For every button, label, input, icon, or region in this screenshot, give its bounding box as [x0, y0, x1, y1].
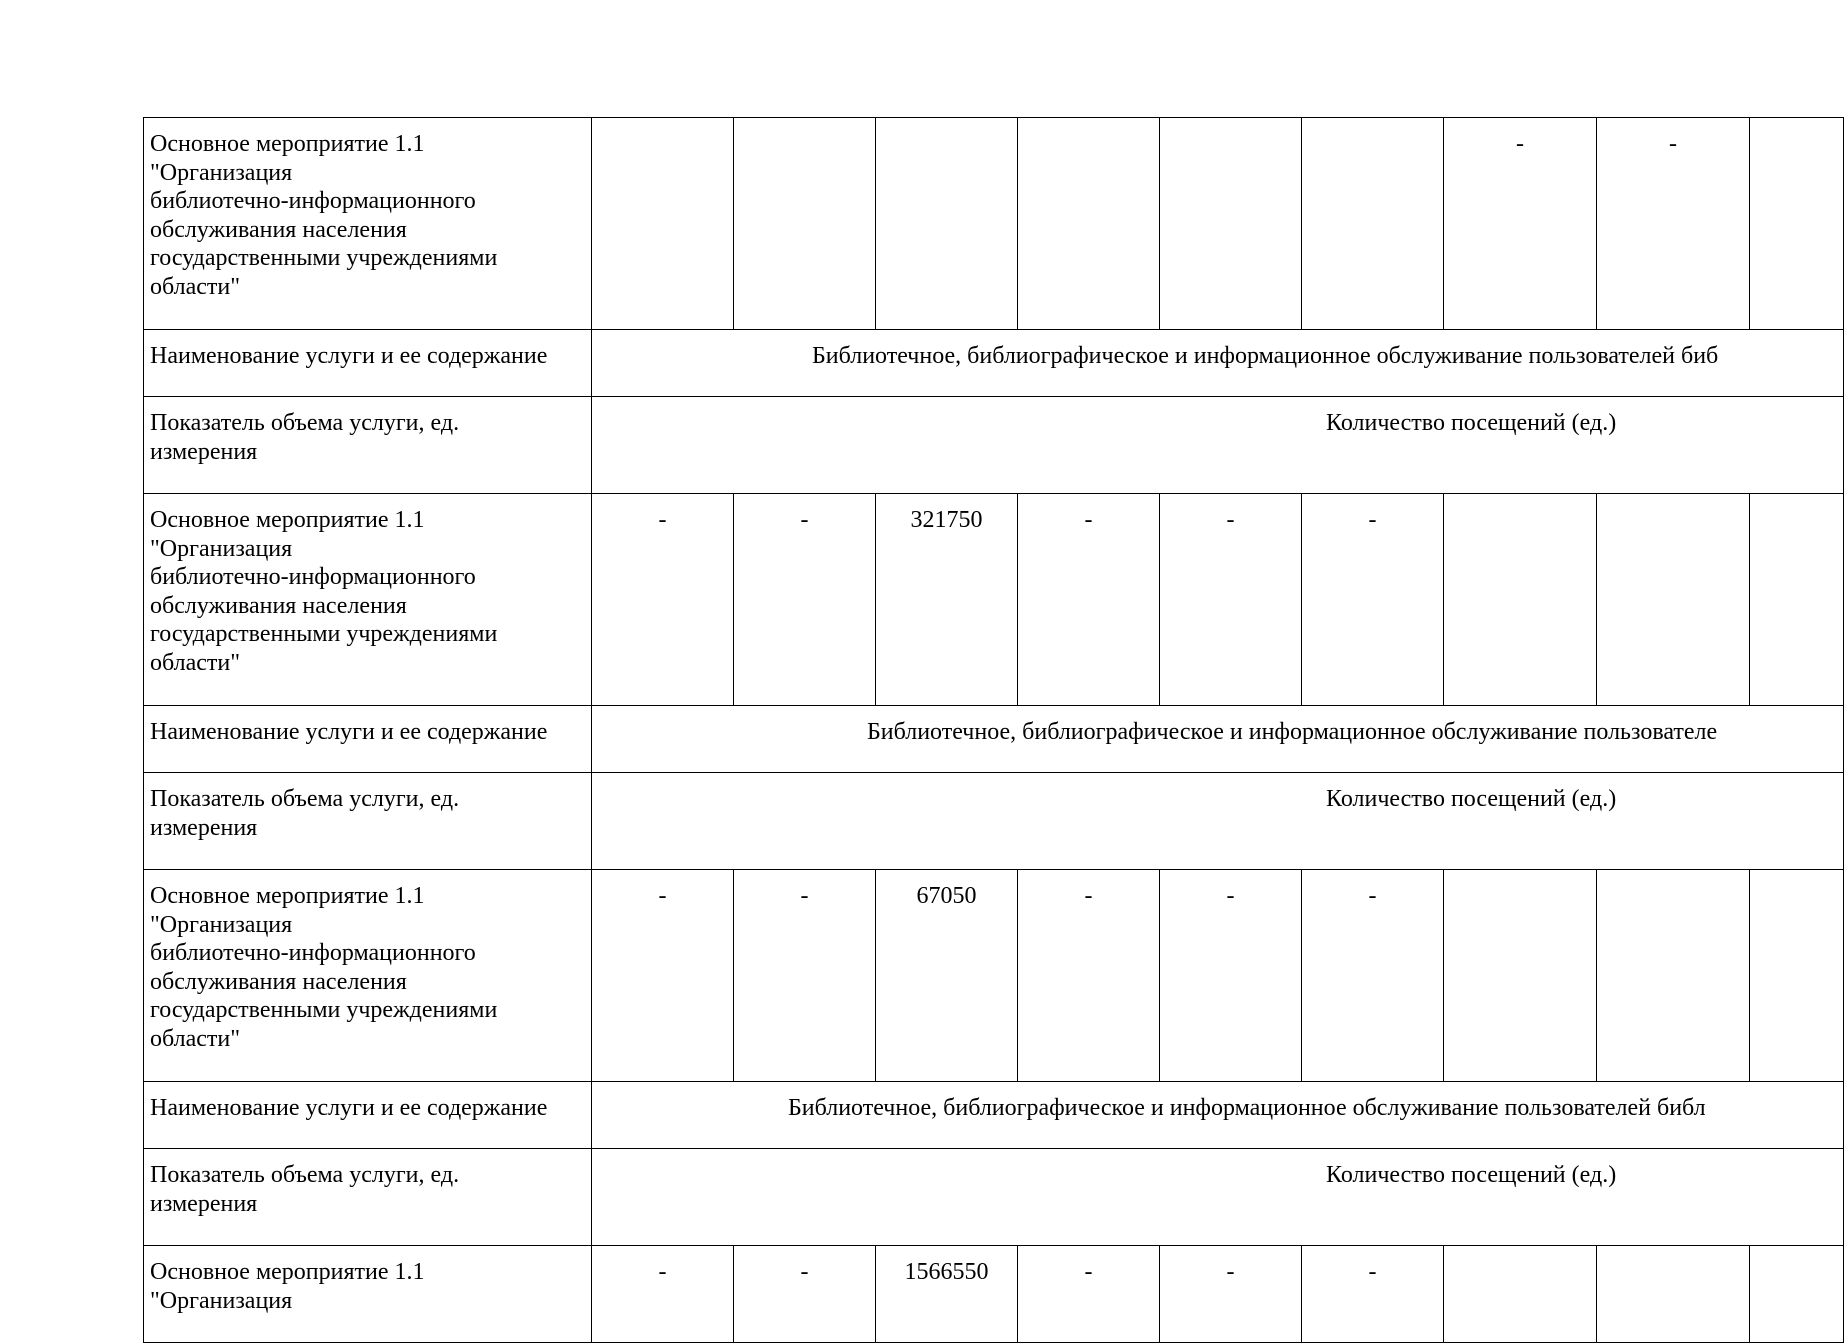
table-cell: [1750, 870, 1844, 1082]
table-cell: -: [734, 870, 876, 1082]
table-row: [144, 1149, 1844, 1246]
service-name-value: Библиотечное, библиографическое и информационное обслуживание пользователе: [867, 719, 1718, 745]
activity-label: Основное мероприятие 1.1 "Организация: [144, 1246, 592, 1343]
table-cell: [1444, 1246, 1597, 1343]
table-cell: [876, 118, 1018, 330]
table-cell: -: [592, 494, 734, 706]
table-cell: [1444, 494, 1597, 706]
table-row: [144, 706, 1844, 773]
table-row: [144, 494, 1844, 706]
service-name-value: Библиотечное, библиографическое и информационное обслуживание пользователей библ: [788, 1095, 1706, 1121]
table-row: [144, 397, 1844, 494]
table-cell: -: [592, 1246, 734, 1343]
table-row: [144, 330, 1844, 397]
table-cell: [1597, 870, 1750, 1082]
indicator-value: Количество посещений (ед.): [1326, 410, 1617, 436]
table-cell: -: [1160, 870, 1302, 1082]
table-cell: 1566550: [876, 1246, 1018, 1343]
table-cell: -: [734, 494, 876, 706]
activity-label: Основное мероприятие 1.1 "Организация библиотечно-информационного обслуживания населения государственными учреждениями области": [144, 118, 592, 330]
service-name-label: Наименование услуги и ее содержание: [144, 1082, 592, 1149]
table-cell: [1018, 118, 1160, 330]
table-cell: -: [1302, 494, 1444, 706]
table-cell: -: [1018, 1246, 1160, 1343]
table-cell: [1444, 870, 1597, 1082]
table-row: [144, 1246, 1844, 1343]
table-cell: [1597, 1246, 1750, 1343]
table-cell: 67050: [876, 870, 1018, 1082]
table-cell: -: [1160, 494, 1302, 706]
service-name-value: Библиотечное, библиографическое и информационное обслуживание пользователей биб: [812, 343, 1719, 369]
table-cell: -: [734, 1246, 876, 1343]
table-cell: -: [592, 870, 734, 1082]
table-cell: [1597, 494, 1750, 706]
table-cell: [1750, 494, 1844, 706]
table-cell: [592, 118, 734, 330]
table-cell: [1302, 118, 1444, 330]
service-name-label: Наименование услуги и ее содержание: [144, 330, 592, 397]
indicator-label: Показатель объема услуги, ед. измерения: [144, 397, 592, 494]
table-cell: -: [1160, 1246, 1302, 1343]
activity-label: Основное мероприятие 1.1 "Организация библиотечно-информационного обслуживания населения государственными учреждениями области": [144, 870, 592, 1082]
indicator-value: Количество посещений (ед.): [1326, 786, 1617, 812]
indicator-label: Показатель объема услуги, ед. измерения: [144, 773, 592, 870]
table-cell: -: [1018, 870, 1160, 1082]
table-cell: [734, 118, 876, 330]
table-row: [144, 118, 1844, 330]
table-row: [144, 870, 1844, 1082]
indicator-value: Количество посещений (ед.): [1326, 1162, 1617, 1188]
table-cell: -: [1302, 1246, 1444, 1343]
table-cell: -: [1444, 118, 1597, 330]
table-cell: -: [1597, 118, 1750, 330]
table-cell: 321750: [876, 494, 1018, 706]
service-name-label: Наименование услуги и ее содержание: [144, 706, 592, 773]
activity-label: Основное мероприятие 1.1 "Организация библиотечно-информационного обслуживания населения государственными учреждениями области": [144, 494, 592, 706]
table-cell: [1160, 118, 1302, 330]
table-cell: [1750, 118, 1844, 330]
table-cell: -: [1302, 870, 1444, 1082]
indicator-label: Показатель объема услуги, ед. измерения: [144, 1149, 592, 1246]
table-row: [144, 773, 1844, 870]
table-cell: [1750, 1246, 1844, 1343]
table-row: [144, 1082, 1844, 1149]
services-table: [143, 117, 1844, 1343]
table-cell: -: [1018, 494, 1160, 706]
